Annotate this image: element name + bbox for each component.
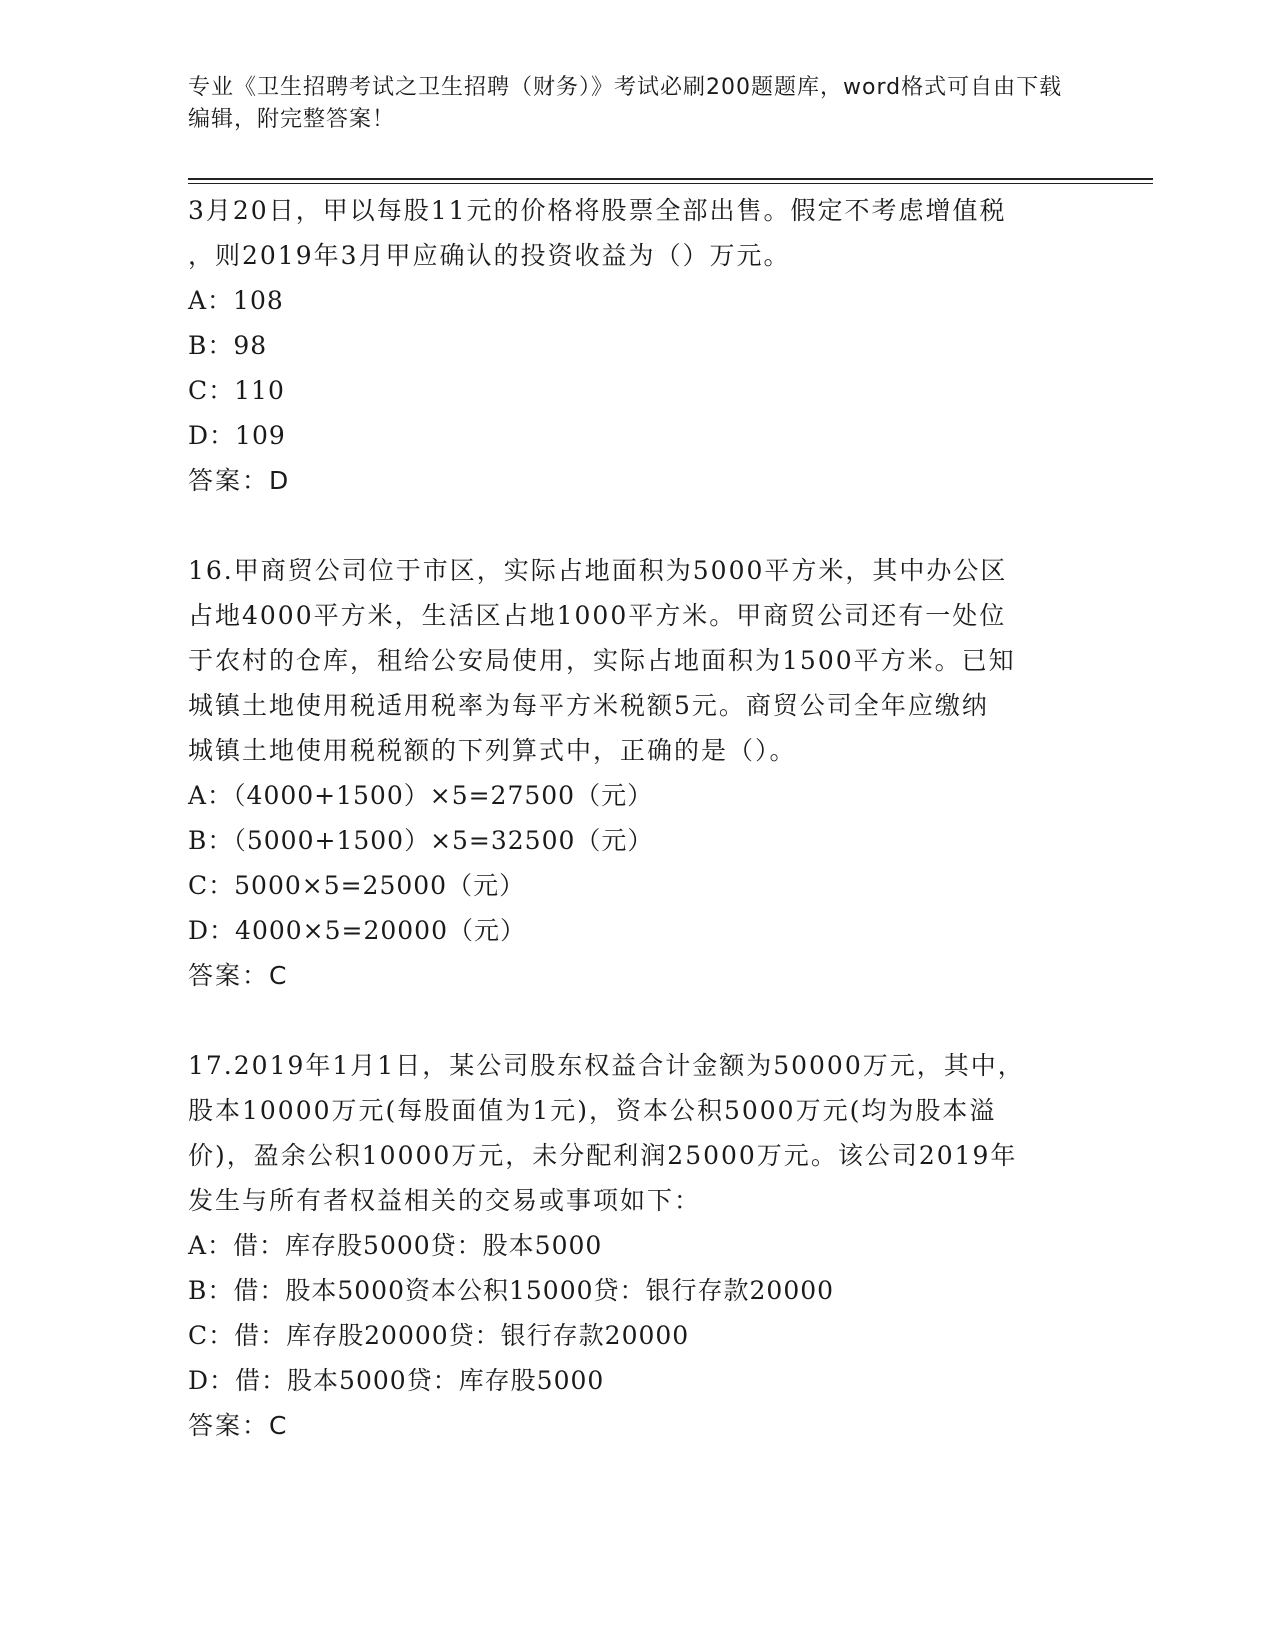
spacer [188, 998, 1088, 1043]
question-list [188, 188, 1088, 1448]
option-d: D：109 [188, 421, 286, 450]
option-d: D：借：股本5000贷：库存股5000 [188, 1366, 605, 1395]
question-line: 于农村的仓库，租给公安局使用，实际占地面积为1500平方米。已知 [188, 646, 1016, 675]
option-b: B：借：股本5000资本公积15000贷：银行存款20000 [188, 1276, 835, 1305]
spacer [188, 503, 1088, 548]
question-block [188, 1043, 1088, 1448]
answer-line: 答案：C [188, 1411, 289, 1440]
question-line: 3月20日，甲以每股11元的价格将股票全部出售。假定不考虑增值税 [188, 196, 1007, 225]
question-line: 股本10000万元(每股面值为1元)，资本公积5000万元(均为股本溢 [188, 1096, 997, 1125]
answer-line: 答案：D [188, 466, 291, 495]
option-a: A：（4000+1500）×5=27500（元） [188, 781, 654, 810]
option-d: D：4000×5=20000（元） [188, 916, 526, 945]
option-b: B：98 [188, 331, 268, 360]
question-line: 城镇土地使用税税额的下列算式中，正确的是（）。 [188, 736, 797, 765]
document-header: 专业《卫生招聘考试之卫生招聘（财务）》考试必刷200题题库，word格式可自由下载编辑，附完整答案！ [188, 75, 1063, 132]
option-a: A：108 [188, 286, 284, 315]
option-c: C：借：库存股20000贷：银行存款20000 [188, 1321, 690, 1350]
question-line: 17.2019年1月1日，某公司股东权益合计金额为50000万元，其中， [188, 1051, 1025, 1080]
question-line: 城镇土地使用税适用税率为每平方米税额5元。商贸公司全年应缴纳 [188, 691, 989, 720]
header-divider-thin [188, 183, 1153, 184]
question-block [188, 548, 1088, 998]
option-c: C：5000×5=25000（元） [188, 871, 526, 900]
header-divider-thick [188, 178, 1153, 180]
option-b: B：（5000+1500）×5=32500（元） [188, 826, 654, 855]
question-line: 价)，盈余公积10000万元，未分配利润25000万元。该公司2019年 [188, 1141, 1018, 1170]
answer-line: 答案：C [188, 961, 289, 990]
question-block [188, 188, 1088, 503]
question-line: 占地4000平方米，生活区占地1000平方米。甲商贸公司还有一处位 [188, 601, 1007, 630]
option-a: A：借：库存股5000贷：股本5000 [188, 1231, 603, 1260]
option-c: C：110 [188, 376, 285, 405]
question-line: 发生与所有者权益相关的交易或事项如下： [188, 1186, 702, 1215]
question-line: ，则2019年3月甲应确认的投资收益为（）万元。 [188, 241, 791, 270]
question-line: 16.甲商贸公司位于市区，实际占地面积为5000平方米，其中办公区 [188, 556, 1008, 585]
